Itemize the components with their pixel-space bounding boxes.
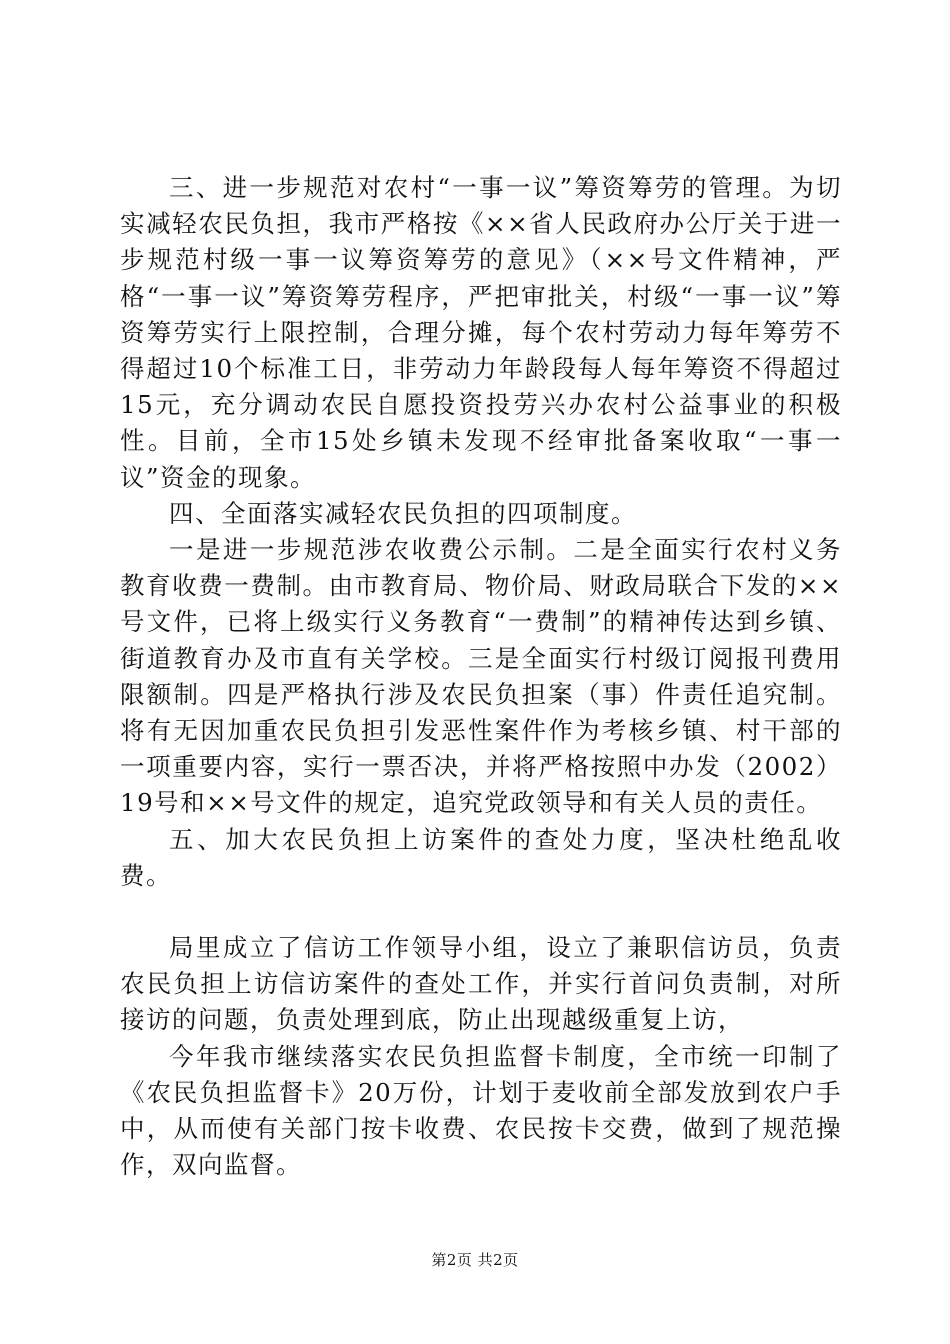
paragraph-four-systems: 一是进一步规范涉农收费公示制。二是全面实行农村义务教育收费一费制。由市教育局、物价局、财政局联合下发的××号文件，已将上级实行义务教育“一费制”的精神传达到乡镇、街道教育办及市直有关学校。三是全面实行村级订阅报刊费用限额制。四是严格执行涉及农民负担案（事）件责任追究制。将有无因加重农民负担引发恶性案件作为考核乡镇、村干部的一项重要内容，实行一票否决，并将严格按照中办发（2002）19号和××号文件的规定，追究党政领导和有关人员的责任。 [120, 535, 842, 818]
paragraph-section-five-heading: 五、加大农民负担上访案件的查处力度，坚决杜绝乱收费。 [120, 824, 842, 890]
paragraph-section-four-heading: 四、全面落实减轻农民负担的四项制度。 [169, 498, 637, 528]
paragraph-spacer [120, 894, 842, 930]
document-body [120, 170, 842, 1183]
paragraph-petition-group: 局里成立了信访工作领导小组，设立了兼职信访员，负责农民负担上访信访案件的查处工作，并实行首问负责制，对所接访的问题，负责处理到底，防止出现越级重复上访， [120, 933, 842, 1035]
paragraph-supervision-card: 今年我市继续落实农民负担监督卡制度，全市统一印制了《农民负担监督卡》20万份，计划于麦收前全部发放到农户手中，从而使有关部门按卡收费、农民按卡交费，做到了规范操作，双向监督。 [120, 1041, 842, 1180]
paragraph-section-three: 三、进一步规范对农村“一事一议”筹资筹劳的管理。为切实减轻农民负担，我市严格按《××省人民政府办公厅关于进一步规范村级一事一议筹资筹劳的意见》（××号文件精神，严格“一事一议”筹资筹劳程序，严把审批关，村级“一事一议”筹资筹劳实行上限控制，合理分摊，每个农村劳动力每年筹劳不得超过10个标准工日，非劳动力年龄段每人每年筹资不得超过15元，充分调动农民自愿投资投劳兴办农村公益事业的积极性。目前，全市15处乡镇未发现不经审批备案收取“一事一议”资金的现象。 [120, 173, 842, 492]
page-footer: 第2页 共2页 [431, 1251, 519, 1269]
